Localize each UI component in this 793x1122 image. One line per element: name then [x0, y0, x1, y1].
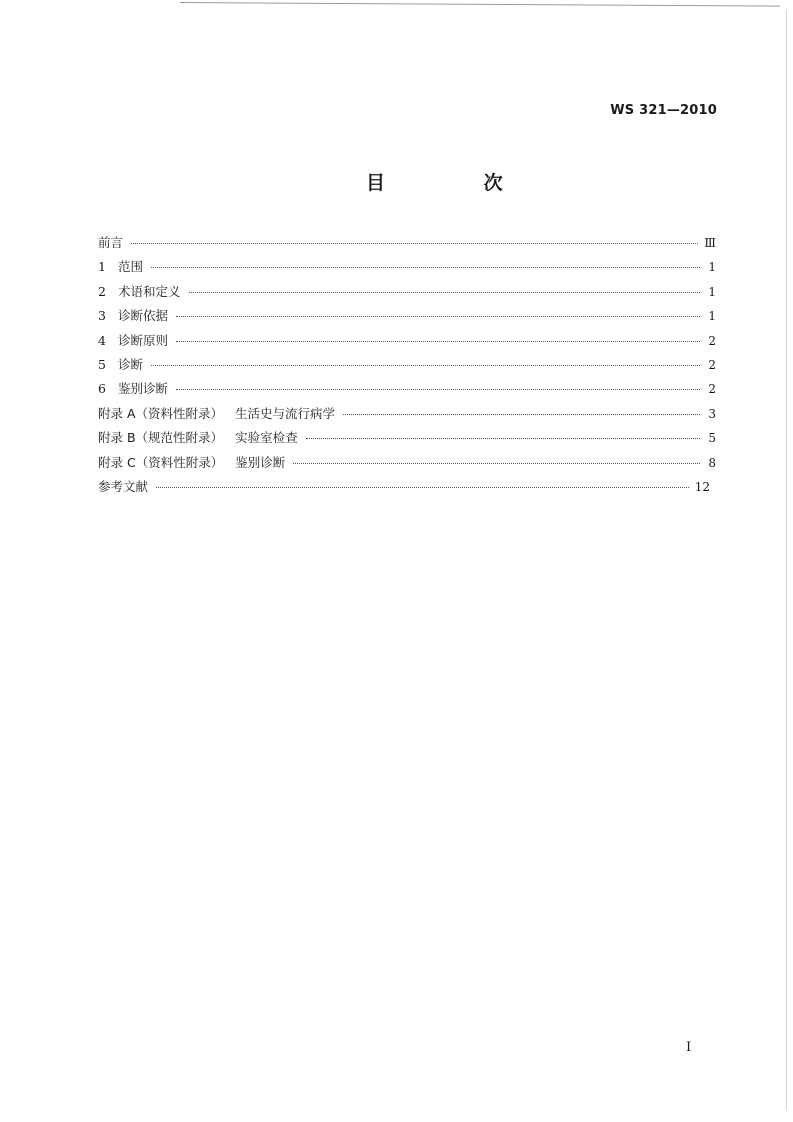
toc-section-number: 5	[98, 356, 106, 372]
dot-leader	[176, 340, 700, 342]
toc-page-number: 3	[708, 406, 716, 421]
dot-leader	[156, 486, 689, 488]
toc-page-number: 5	[708, 431, 716, 446]
toc-entry-diagnostic-principles[interactable]	[98, 331, 716, 355]
toc-section-number: 4	[98, 332, 106, 348]
toc-entry-appendix-b[interactable]	[98, 428, 716, 452]
toc-entry-scope[interactable]	[98, 257, 716, 281]
dot-leader	[189, 291, 700, 293]
toc-entry-appendix-a[interactable]	[98, 404, 716, 428]
toc-entry-label: 2 术语和定义	[98, 283, 181, 299]
toc-page-number: 2	[708, 333, 716, 348]
toc-entry-differential-diagnosis[interactable]	[98, 379, 716, 403]
toc-entry-label: 前言	[98, 235, 124, 250]
toc-entry-diagnostic-basis[interactable]	[98, 306, 716, 330]
scan-edge-line	[180, 2, 780, 7]
toc-entry-subtitle: 鉴别诊断	[235, 454, 286, 470]
toc-entry-label: 附录 C（资料性附录） 鉴别诊断	[98, 454, 286, 470]
dot-leader	[176, 388, 700, 390]
toc-page-number: 2	[708, 357, 716, 372]
dot-leader	[151, 266, 700, 268]
toc-entry-label: 6 鉴别诊断	[98, 381, 169, 397]
dot-leader	[306, 437, 700, 439]
page-number: Ⅰ	[686, 1040, 692, 1055]
toc-entry-label: 参考文献	[98, 478, 149, 494]
toc-entry-label: 3 诊断依据	[98, 308, 169, 324]
scan-edge-line-right	[786, 10, 787, 1110]
dot-leader	[151, 364, 700, 366]
toc-entry-appendix-c[interactable]	[98, 453, 716, 477]
toc-section-number: 3	[98, 308, 106, 324]
toc-entry-references[interactable]	[98, 477, 710, 501]
dot-leader	[131, 242, 698, 244]
table-of-contents	[98, 233, 716, 501]
toc-section-number: 1	[98, 259, 106, 275]
dot-leader	[293, 462, 700, 464]
toc-entry-preface[interactable]	[98, 233, 716, 257]
toc-page-number: 12	[694, 479, 710, 494]
toc-entry-subtitle: 生活史与流行病学	[235, 405, 336, 421]
toc-section-number: 2	[98, 283, 106, 299]
toc-entry-diagnosis[interactable]	[98, 355, 716, 379]
toc-entry-label: 4 诊断原则	[98, 332, 169, 348]
toc-entry-label: 附录 A（资料性附录） 生活史与流行病学	[98, 405, 336, 421]
toc-entry-label: 5 诊断	[98, 356, 144, 372]
toc-title: 目 次	[366, 172, 549, 194]
document-code: WS 321—2010	[610, 103, 717, 118]
toc-entry-subtitle: 实验室检查	[235, 430, 298, 446]
toc-entry-label: 1 范围	[98, 259, 144, 275]
dot-leader	[343, 413, 700, 415]
toc-section-number: 6	[98, 381, 106, 397]
toc-page-number: 8	[708, 455, 716, 470]
toc-entry-label: 附录 B（规范性附录） 实验室检查	[98, 430, 298, 446]
toc-page-number: Ⅲ	[704, 236, 716, 250]
toc-entry-terms[interactable]	[98, 282, 716, 306]
toc-page-number: 1	[708, 309, 716, 324]
toc-page-number: 1	[708, 284, 716, 299]
toc-page-number: 2	[708, 382, 716, 397]
toc-page-number: 1	[708, 260, 716, 275]
dot-leader	[176, 315, 700, 317]
